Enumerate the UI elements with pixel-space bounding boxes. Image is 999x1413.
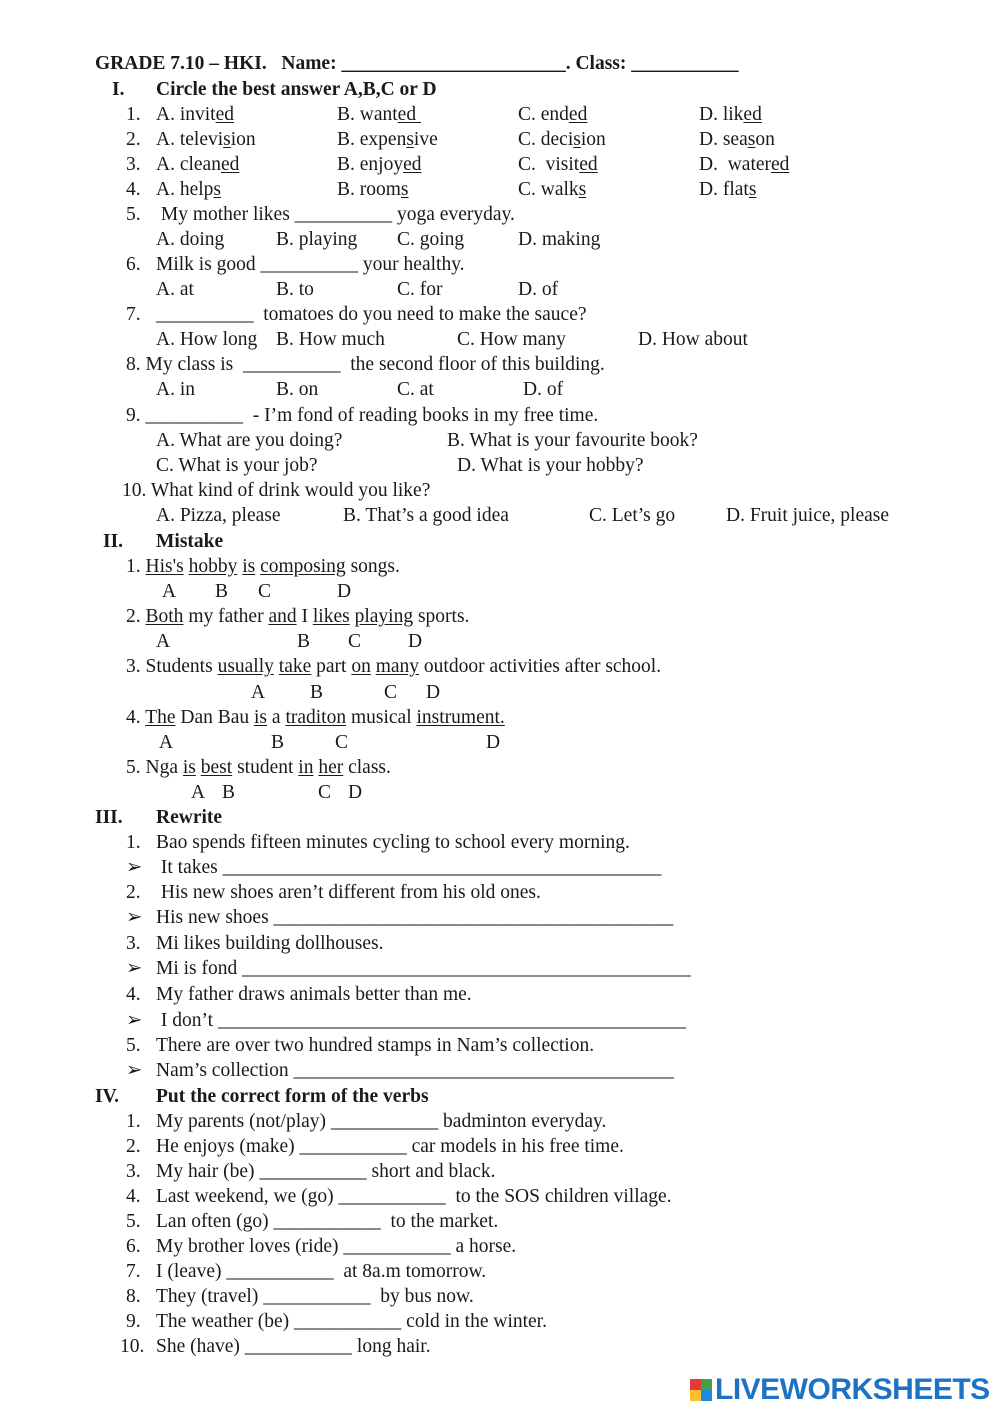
q9-option-b[interactable]: B. What is your favourite book? <box>447 430 698 451</box>
mistake-sentence-1: 1. His's hobby is composing songs. <box>126 556 400 577</box>
rewrite-1-number: 1. <box>126 832 141 853</box>
q8-question: 8. My class is __________ the second floor of this building. <box>126 354 605 375</box>
logo-square-yellow <box>690 1390 701 1401</box>
q5-number: 5. <box>126 204 141 225</box>
q9-option-c[interactable]: C. What is your job? <box>156 455 318 476</box>
section-1-title: Circle the best answer A,B,C or D <box>156 79 437 100</box>
q8-option-d[interactable]: D. of <box>523 379 564 400</box>
verb-1-number: 1. <box>126 1111 141 1132</box>
mistake-5-letter-a[interactable]: A <box>191 782 206 803</box>
mistake-3-letter-c[interactable]: C <box>384 682 398 703</box>
mistake-5-letter-c[interactable]: C <box>318 782 332 803</box>
verb-4-item[interactable]: Last weekend, we (go) ___________ to the SOS children village. <box>156 1186 672 1207</box>
q3-option-b[interactable]: B. enjoyed <box>337 154 422 175</box>
q6-option-a[interactable]: A. at <box>156 279 194 300</box>
verb-9-number: 9. <box>126 1311 141 1332</box>
verb-4-number: 4. <box>126 1186 141 1207</box>
rewrite-3-answer[interactable]: Mi is fond ______________________________________________ <box>156 958 691 979</box>
rewrite-1-answer[interactable]: It takes _____________________________________________ <box>156 857 662 878</box>
section-4-title: Put the correct form of the verbs <box>156 1086 429 1107</box>
bullet-arrow-icon: ➢ <box>126 1060 143 1081</box>
verb-8-number: 8. <box>126 1286 141 1307</box>
section-3-title: Rewrite <box>156 807 223 828</box>
verb-9-item[interactable]: The weather (be) ___________ cold in the winter. <box>156 1311 547 1332</box>
q2-number: 2. <box>126 129 141 150</box>
section-4-number: IV. <box>95 1086 120 1107</box>
logo-square-red <box>690 1379 701 1390</box>
mistake-4-letter-b[interactable]: B <box>271 732 285 753</box>
mistake-1-letter-d[interactable]: D <box>337 581 352 602</box>
class-blank[interactable]: ___________ <box>631 53 739 74</box>
mistake-2-letter-a[interactable]: A <box>156 631 171 652</box>
q3-option-a[interactable]: A. cleaned <box>156 154 240 175</box>
class-label: . Class: <box>565 53 632 74</box>
verb-10-item[interactable]: She (have) ___________ long hair. <box>156 1336 431 1357</box>
mistake-3-letter-d[interactable]: D <box>426 682 441 703</box>
q10-option-a[interactable]: A. Pizza, please <box>156 505 281 526</box>
q2-option-c[interactable]: C. decision <box>518 129 606 150</box>
verb-2-item[interactable]: He enjoys (make) ___________ car models in his free time. <box>156 1136 624 1157</box>
liveworksheets-logo-icon <box>690 1379 712 1401</box>
q6-option-b[interactable]: B. to <box>276 279 314 300</box>
logo-square-blue <box>701 1390 712 1401</box>
q7-question: __________ tomatoes do you need to make the sauce? <box>156 304 587 325</box>
verb-6-number: 6. <box>126 1236 141 1257</box>
q8-option-a[interactable]: A. in <box>156 379 195 400</box>
q6-number: 6. <box>126 254 141 275</box>
q8-option-b[interactable]: B. on <box>276 379 319 400</box>
name-blank[interactable]: _______________________ <box>341 53 566 74</box>
verb-7-item[interactable]: I (leave) ___________ at 8a.m tomorrow. <box>156 1261 487 1282</box>
grade-label: GRADE 7.10 – HKI. <box>95 53 267 74</box>
q7-number: 7. <box>126 304 141 325</box>
rewrite-4-sentence: My father draws animals better than me. <box>156 984 472 1005</box>
q7-option-c[interactable]: C. How many <box>457 329 566 350</box>
q5-option-b[interactable]: B. playing <box>276 229 358 250</box>
mistake-2-letter-d[interactable]: D <box>408 631 423 652</box>
q6-question: Milk is good __________ your healthy. <box>156 254 465 275</box>
q1-option-c[interactable]: C. ended <box>518 104 588 125</box>
logo-square-green <box>701 1379 712 1390</box>
mistake-sentence-5: 5. Nga is best student in her class. <box>126 757 391 778</box>
q9-question: 9. __________ - I’m fond of reading books in my free time. <box>126 405 599 426</box>
q2-option-b[interactable]: B. expensive <box>337 129 438 150</box>
q2-option-a[interactable]: A. television <box>156 129 256 150</box>
bullet-arrow-icon: ➢ <box>126 958 143 979</box>
section-2-title: Mistake <box>156 531 224 552</box>
q3-option-d[interactable]: D. watered <box>699 154 790 175</box>
liveworksheets-logo <box>690 1373 990 1406</box>
q1-option-d[interactable]: D. liked <box>699 104 762 125</box>
q5-question: My mother likes __________ yoga everyday. <box>156 204 515 225</box>
bullet-arrow-icon: ➢ <box>126 1010 143 1031</box>
rewrite-2-answer[interactable]: His new shoes _________________________________________ <box>156 907 674 928</box>
q10-option-d[interactable]: D. Fruit juice, please <box>726 505 889 526</box>
q9-option-a[interactable]: A. What are you doing? <box>156 430 343 451</box>
mistake-2-letter-c[interactable]: C <box>348 631 362 652</box>
bullet-arrow-icon: ➢ <box>126 857 143 878</box>
q10-option-b[interactable]: B. That’s a good idea <box>343 505 509 526</box>
mistake-4-letter-a[interactable]: A <box>159 732 174 753</box>
rewrite-3-sentence: Mi likes building dollhouses. <box>156 933 384 954</box>
q6-option-d[interactable]: D. of <box>518 279 559 300</box>
q4-option-d[interactable]: D. flats <box>699 179 757 200</box>
name-label: Name: <box>281 53 342 74</box>
q4-option-c[interactable]: C. walks <box>518 179 587 200</box>
mistake-2-letter-b[interactable]: B <box>297 631 311 652</box>
q10-option-c[interactable]: C. Let’s go <box>589 505 676 526</box>
q3-option-c[interactable]: C. visited <box>518 154 598 175</box>
q10-question: 10. What kind of drink would you like? <box>122 480 431 501</box>
mistake-1-letter-b[interactable]: B <box>215 581 229 602</box>
mistake-sentence-2: 2. Both my father and I likes playing sports. <box>126 606 470 627</box>
mistake-4-letter-c[interactable]: C <box>335 732 349 753</box>
bullet-arrow-icon: ➢ <box>126 907 143 928</box>
mistake-sentence-3: 3. Students usually take part on many outdoor activities after school. <box>126 656 662 677</box>
rewrite-3-number: 3. <box>126 933 141 954</box>
verb-7-number: 7. <box>126 1261 141 1282</box>
mistake-5-letter-b[interactable]: B <box>222 782 236 803</box>
q1-number: 1. <box>126 104 141 125</box>
q7-option-a[interactable]: A. How long <box>156 329 258 350</box>
verb-6-item[interactable]: My brother loves (ride) ___________ a horse. <box>156 1236 517 1257</box>
verb-8-item[interactable]: They (travel) ___________ by bus now. <box>156 1286 474 1307</box>
q5-option-c[interactable]: C. going <box>397 229 465 250</box>
q3-number: 3. <box>126 154 141 175</box>
rewrite-5-answer[interactable]: Nam’s collection _______________________________________ <box>156 1060 674 1081</box>
q5-option-a[interactable]: A. doing <box>156 229 225 250</box>
mistake-4-letter-d[interactable]: D <box>486 732 501 753</box>
mistake-1-letter-a[interactable]: A <box>162 581 177 602</box>
verb-2-number: 2. <box>126 1136 141 1157</box>
worksheet-header <box>95 54 739 74</box>
rewrite-5-sentence: There are over two hundred stamps in Nam’s collection. <box>156 1035 595 1056</box>
liveworksheets-logo-text: LIVEWORKSHEETS <box>715 1373 990 1406</box>
verb-5-number: 5. <box>126 1211 141 1232</box>
q9-option-d[interactable]: D. What is your hobby? <box>457 455 644 476</box>
rewrite-2-number: 2. <box>126 882 141 903</box>
q2-option-d[interactable]: D. season <box>699 129 775 150</box>
verb-5-item[interactable]: Lan often (go) ___________ to the market. <box>156 1211 499 1232</box>
verb-3-item[interactable]: My hair (be) ___________ short and black. <box>156 1161 496 1182</box>
q4-option-b[interactable]: B. rooms <box>337 179 409 200</box>
q6-option-c[interactable]: C. for <box>397 279 443 300</box>
mistake-5-letter-d[interactable]: D <box>348 782 363 803</box>
verb-1-item[interactable]: My parents (not/play) ___________ badminton everyday. <box>156 1111 607 1132</box>
mistake-sentence-4: 4. The Dan Bau is a traditon musical instrument. <box>126 707 505 728</box>
q8-option-c[interactable]: C. at <box>397 379 434 400</box>
rewrite-2-sentence: His new shoes aren’t different from his old ones. <box>156 882 541 903</box>
rewrite-1-sentence: Bao spends fifteen minutes cycling to school every morning. <box>156 832 630 853</box>
q7-option-b[interactable]: B. How much <box>276 329 385 350</box>
rewrite-5-number: 5. <box>126 1035 141 1056</box>
q1-option-b[interactable]: B. wanted <box>337 104 421 125</box>
section-1-number: I. <box>112 79 125 100</box>
section-3-number: III. <box>95 807 123 828</box>
verb-10-number: 10. <box>120 1336 145 1357</box>
verb-3-number: 3. <box>126 1161 141 1182</box>
mistake-3-letter-a[interactable]: A <box>251 682 266 703</box>
q1-option-a[interactable]: A. invited <box>156 104 234 125</box>
section-2-number: II. <box>103 531 124 552</box>
rewrite-4-answer[interactable]: I don’t ________________________________________________ <box>156 1010 686 1031</box>
mistake-3-letter-b[interactable]: B <box>310 682 324 703</box>
q5-option-d[interactable]: D. making <box>518 229 601 250</box>
q4-number: 4. <box>126 179 141 200</box>
mistake-1-letter-c[interactable]: C <box>258 581 272 602</box>
q4-option-a[interactable]: A. helps <box>156 179 221 200</box>
q7-option-d[interactable]: D. How about <box>638 329 748 350</box>
rewrite-4-number: 4. <box>126 984 141 1005</box>
